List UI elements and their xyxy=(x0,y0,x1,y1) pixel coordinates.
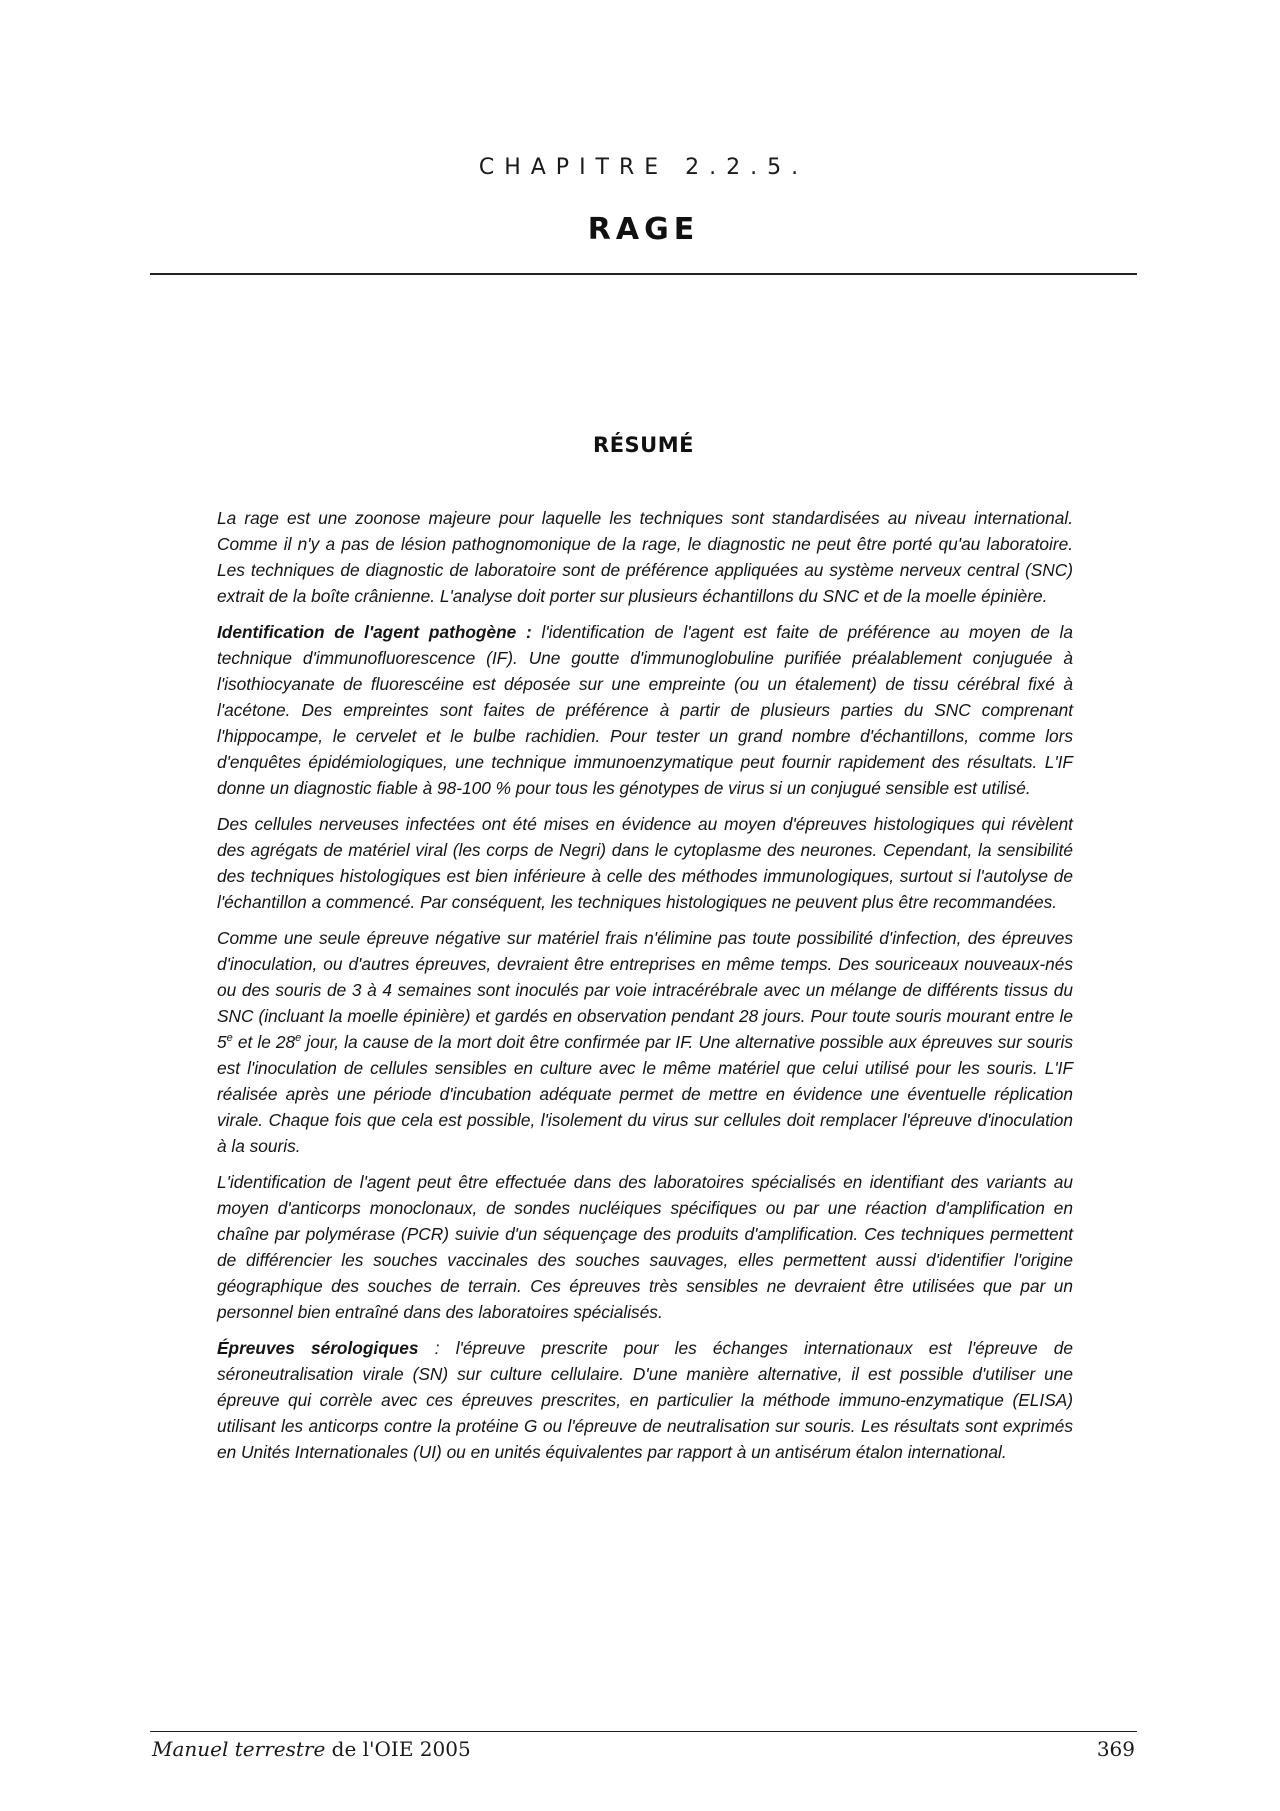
chapter-label: CHAPITRE 2.2.5. xyxy=(478,155,809,180)
paragraph-text: La rage est une zoonose majeure pour laquelle les techniques sont standardisées au niveau international. Comme il n'y a pas de lésion pathognomonique de la rage, le diagnostic ne peut être porté qu'au laboratoire. Les techniques de diagnostic de laboratoire sont de préférence appliquées au système nerveux central (SNC) extrait de la boîte crânienne. L'analyse doit porter sur plusieurs échantillons du SNC et de la moelle épinière. xyxy=(217,508,1073,606)
footer-manual-rest: de l'OIE 2005 xyxy=(325,1737,471,1761)
summary-paragraph-2 xyxy=(217,619,1073,801)
paragraph-text: Des cellules nerveuses infectées ont été mises en évidence au moyen d'épreuves histologiques qui révèlent des agrégats de matériel viral (les corps de Negri) dans le cytoplasme des neurones. Cependant, la sensibilité des techniques histologiques est bien inférieure à celle des méthodes immunologiques, surtout si l'autolyse de l'échantillon a commencé. Par conséquent, les techniques histologiques ne peuvent plus être recommandées. xyxy=(217,814,1073,912)
paragraph-text: l'identification de l'agent est faite de préférence au moyen de la technique d'immunofluorescence (IF). Une goutte d'immunoglobuline purifiée préalablement conjuguée à l'isothiocyanate de fluorescéine est déposée sur une empreinte (ou un étalement) de tissu cérébral fixé à l'acétone. Des empreintes sont faites de préférence à partir de plusieurs parties du SNC comprenant l'hippocampe, le cervelet et le bulbe rachidien. Pour tester un grand nombre d'échantillons, comme lors d'enquêtes épidémiologiques, une technique immunoenzymatique peut fournir rapidement des résultats. L'IF donne un diagnostic fiable à 98-100 % pour tous les génotypes de virus si un conjugué sensible est utilisé. xyxy=(217,622,1073,798)
summary-paragraph-4 xyxy=(217,925,1073,1159)
paragraph-lead: Identification de l'agent pathogène : xyxy=(217,622,532,642)
summary-paragraph-1 xyxy=(217,505,1073,609)
summary-heading: RÉSUMÉ xyxy=(593,433,694,457)
footer-divider xyxy=(150,1731,1137,1732)
summary-paragraph-3 xyxy=(217,811,1073,915)
header-divider xyxy=(150,273,1137,275)
superscript: e xyxy=(295,1032,302,1045)
paragraph-text: Comme une seule épreuve négative sur matériel frais n'élimine pas toute possibilité d'infection, des épreuves d'inoculation, ou d'autres épreuves, devraient être entreprises en même temps. Des souriceaux nouveaux-nés ou des souris de 3 à 4 semaines sont inoculés par voie intracérébrale avec un mélange de différents tissus du SNC (incluant la moelle épinière) et gardés en observation pendant 28 jours. Pour toute souris mourant entre le 5 xyxy=(217,928,1073,1052)
paragraph-text: : l'épreuve prescrite pour les échanges internationaux est l'épreuve de séroneutralisation virale (SN) sur culture cellulaire. D'une manière alternative, il est possible d'utiliser une épreuve qui corrèle avec ces épreuves prescrites, en particulier la méthode immuno-enzymatique (ELISA) utilisant les anticorps contre la protéine G ou l'épreuve de neutralisation sur souris. Les résultats sont exprimés en Unités Internationales (UI) ou en unités équivalentes par rapport à un antisérum étalon international. xyxy=(217,1338,1073,1462)
chapter-title: RAGE xyxy=(587,212,700,247)
paragraph-text: jour, la cause de la mort doit être confirmée par IF. Une alternative possible aux épreuves sur souris est l'inoculation de cellules sensibles en culture avec le même matériel que celui utilisé pour les souris. L'IF réalisée après une période d'incubation adéquate permet de mettre en évidence une éventuelle réplication virale. Chaque fois que cela est possible, l'isolement du virus sur cellules doit remplacer l'épreuve d'inoculation à la souris. xyxy=(217,1032,1073,1156)
summary-paragraph-6 xyxy=(217,1335,1073,1465)
footer-manual-title xyxy=(152,1737,471,1761)
footer-manual-italic: Manuel terrestre xyxy=(152,1737,326,1761)
summary-paragraph-5 xyxy=(217,1169,1073,1325)
superscript: e xyxy=(226,1032,233,1045)
summary-body xyxy=(217,505,1073,1475)
page-number: 369 xyxy=(1096,1737,1135,1761)
paragraph-lead: Épreuves sérologiques xyxy=(217,1338,419,1358)
paragraph-text: L'identification de l'agent peut être effectuée dans des laboratoires spécialisés en identifiant des variants au moyen d'anticorps monoclonaux, de sondes nucléiques spécifiques ou par une réaction d'amplification en chaîne par polymérase (PCR) suivie d'un séquençage des produits d'amplification. Ces techniques permettent de différencier les souches vaccinales des souches sauvages, elles permettent aussi d'identifier l'origine géographique des souches de terrain. Ces épreuves très sensibles ne devraient être utilisées que par un personnel bien entraîné dans des laboratoires spécialisés. xyxy=(217,1172,1073,1322)
paragraph-text: et le 28 xyxy=(232,1032,296,1052)
